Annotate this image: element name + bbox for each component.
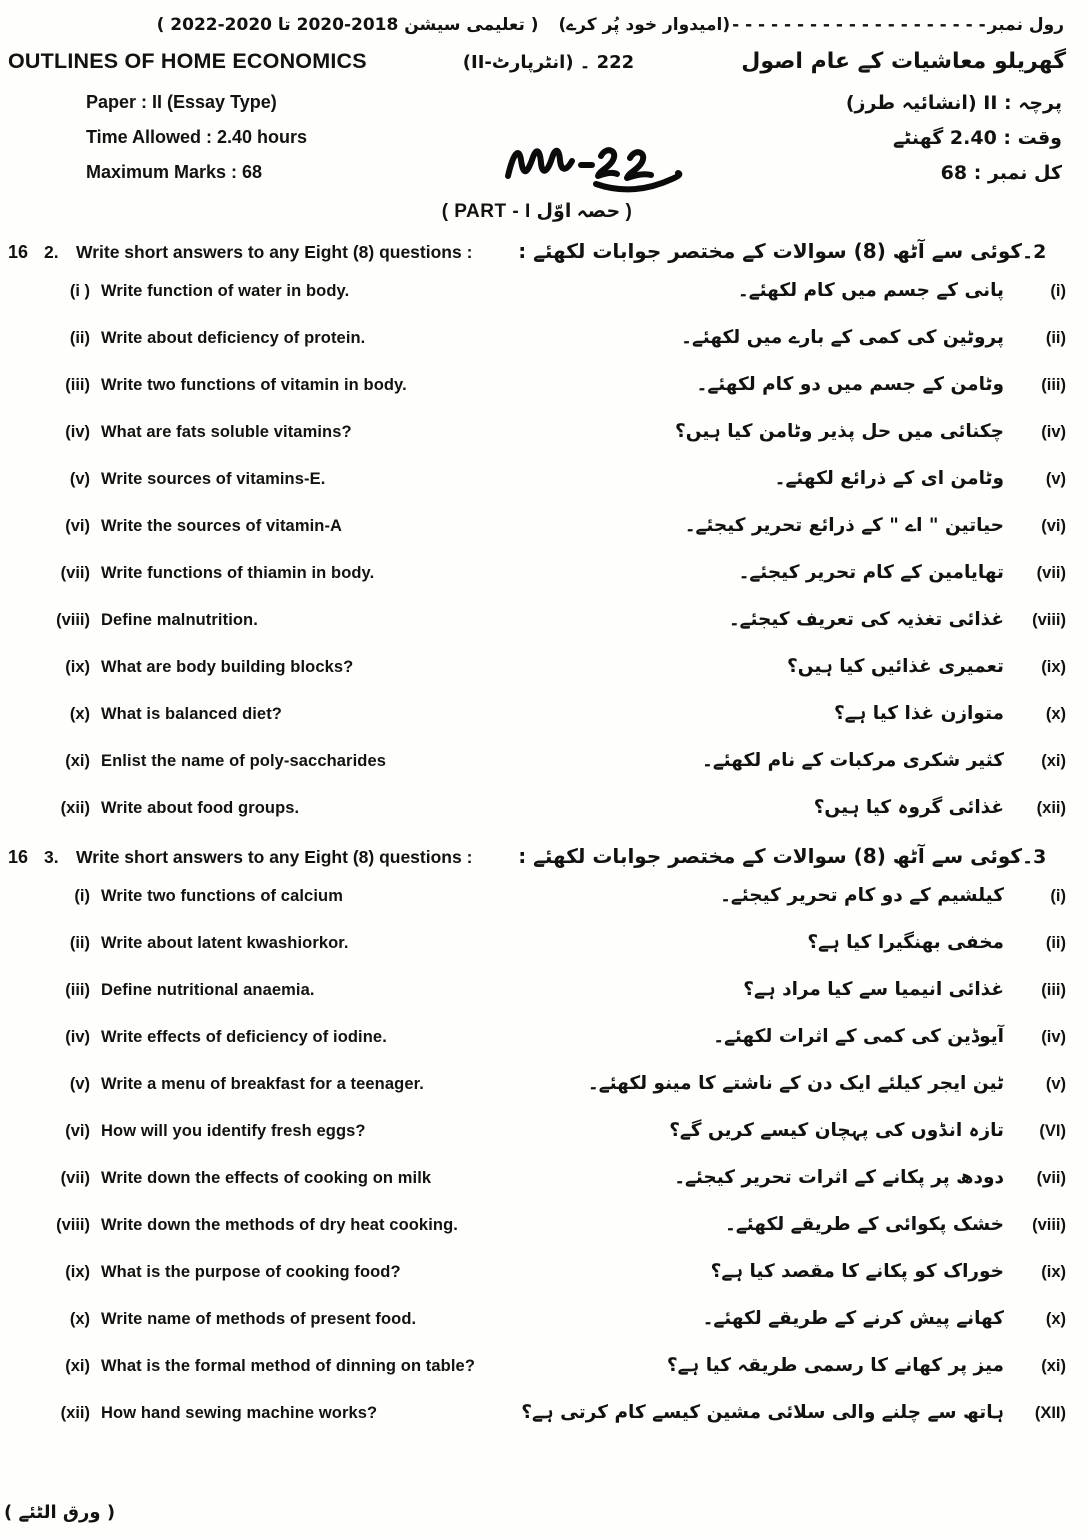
question-3-heading-english: Write short answers to any Eight (8) questions : <box>76 847 473 867</box>
question-item-row <box>8 703 1066 733</box>
item-number-urdu: (iv) <box>1041 423 1066 441</box>
question-item-english <box>8 1357 475 1376</box>
question-item-row <box>8 1026 1066 1056</box>
question-2-heading-english: Write short answers to any Eight (8) questions : <box>76 242 473 262</box>
question-item-urdu <box>731 562 1066 583</box>
item-number-urdu: (i) <box>1050 887 1066 905</box>
item-text-urdu: تعمیری غذائیں کیا ہیں؟ <box>787 656 1004 677</box>
item-number-english: (xii) <box>60 1404 90 1422</box>
item-text-urdu: ٹین ایجر کیلئے ایک دن کے ناشتے کا مینو لکھئے۔ <box>587 1073 1004 1094</box>
item-number-urdu: (iii) <box>1041 376 1066 394</box>
paper-header <box>8 49 1066 74</box>
question-2-heading-urdu: کوئی سے آٹھ (8) سوالات کے مختصر جوابات لکھئے : <box>518 239 1022 263</box>
item-text-urdu: تازہ انڈوں کی پہچان کیسے کریں گے؟ <box>669 1120 1004 1141</box>
item-number-urdu: (v) <box>1045 470 1066 488</box>
turn-page-note: ( ورق الٹئے ) <box>4 1502 116 1523</box>
item-number-english: (viii) <box>56 1216 90 1234</box>
roll-number-dashes: - - - - - - - - - - - - - - - - - - - - <box>732 15 986 35</box>
item-text-urdu: پروٹین کی کمی کے بارے میں لکھئے۔ <box>681 327 1004 348</box>
item-text-english: Write the sources of vitamin-A <box>101 517 343 535</box>
item-number-english: (vi) <box>65 517 90 535</box>
item-text-urdu: غذائی گروہ کیا ہیں؟ <box>813 797 1004 818</box>
item-number-english: (vii) <box>60 1169 90 1187</box>
question-3-marks: 16 <box>8 847 29 867</box>
item-number-urdu: (viii) <box>1032 1216 1066 1234</box>
item-text-urdu: کھانے پیش کرنے کے طریقے لکھئے۔ <box>702 1308 1004 1329</box>
question-3-number-english: 3. <box>44 847 59 867</box>
item-number-english: (viii) <box>56 611 90 629</box>
roll-number-line <box>8 14 1066 35</box>
item-text-urdu: خوراک کو پکانے کا مقصد کیا ہے؟ <box>710 1261 1004 1282</box>
item-text-urdu: کیلشیم کے دو کام تحریر کیجئے۔ <box>720 885 1004 906</box>
question-item-english <box>8 470 325 489</box>
question-item-english <box>8 887 343 906</box>
item-number-urdu: (xi) <box>1041 1357 1066 1375</box>
question-item-english <box>8 1122 366 1141</box>
question-item-row <box>8 1167 1066 1197</box>
item-text-english: How hand sewing machine works? <box>101 1404 378 1422</box>
item-text-english: Write function of water in body. <box>101 282 350 300</box>
question-section-2 <box>8 239 1066 827</box>
item-number-urdu: (v) <box>1045 1075 1066 1093</box>
question-item-urdu <box>659 1355 1066 1376</box>
question-item-urdu <box>779 656 1066 677</box>
item-text-english: What is the formal method of dinning on table? <box>101 1357 475 1375</box>
paper-title-urdu: گھریلو معاشیات کے عام اصول <box>741 49 1066 74</box>
item-number-english: (ii) <box>69 329 90 347</box>
item-number-english: (iii) <box>65 376 90 394</box>
item-text-english: Write about deficiency of protein. <box>101 329 366 347</box>
item-number-english: (iii) <box>65 981 90 999</box>
item-number-urdu: (ix) <box>1041 1263 1066 1281</box>
item-number-english: (ix) <box>65 658 90 676</box>
question-item-row <box>8 1355 1066 1385</box>
item-text-urdu: میز پر کھانے کا رسمی طریقہ کیا ہے؟ <box>666 1355 1004 1376</box>
item-number-english: (v) <box>69 1075 90 1093</box>
question-item-english <box>8 611 258 630</box>
item-text-english: Write about latent kwashiorkor. <box>101 934 349 952</box>
item-text-english: Write functions of thiamin in body. <box>101 564 375 582</box>
question-item-urdu <box>799 932 1066 953</box>
question-item-row <box>8 609 1066 639</box>
item-number-english: (xii) <box>60 799 90 817</box>
item-number-urdu: (iv) <box>1041 1028 1066 1046</box>
question-item-row <box>8 374 1066 404</box>
question-item-english <box>8 1404 377 1423</box>
question-item-row <box>8 1261 1066 1291</box>
item-text-urdu: حیاتین " اے " کے ذرائع تحریر کیجئے۔ <box>684 515 1004 536</box>
item-number-english: (iv) <box>65 1028 90 1046</box>
question-item-row <box>8 421 1066 451</box>
item-number-english: (x) <box>69 1310 90 1328</box>
item-text-urdu: خشک پکوائی کے طریقے لکھئے۔ <box>725 1214 1004 1235</box>
question-item-row <box>8 979 1066 1009</box>
item-number-urdu: (viii) <box>1032 611 1066 629</box>
question-item-urdu <box>673 327 1066 348</box>
time-allowed-english: Time Allowed : 2.40 hours <box>86 127 308 147</box>
item-text-english: Write two functions of calcium <box>101 887 343 905</box>
question-item-english <box>8 799 299 818</box>
question-item-urdu <box>667 421 1066 442</box>
item-number-english: (x) <box>69 705 90 723</box>
question-item-row <box>8 750 1066 780</box>
question-item-urdu <box>826 703 1066 724</box>
question-2-number-english: 2. <box>44 242 59 262</box>
item-text-urdu: ہاتھ سے چلنے والی سلائی مشین کیسے کام کرتی ہے؟ <box>521 1402 1004 1423</box>
maximum-marks-english: Maximum Marks : 68 <box>86 162 263 182</box>
question-item-urdu <box>580 1073 1066 1094</box>
item-text-urdu: آیوڈین کی کمی کے اثرات لکھئے۔ <box>713 1026 1004 1047</box>
item-text-english: Write about food groups. <box>101 799 300 817</box>
item-number-urdu: (x) <box>1045 1310 1066 1328</box>
item-text-urdu: وٹامن کے جسم میں دو کام لکھئے۔ <box>696 374 1004 395</box>
question-item-row <box>8 1308 1066 1338</box>
question-item-english <box>8 1169 431 1188</box>
item-number-english: (i ) <box>69 282 90 300</box>
item-number-urdu: (vi) <box>1041 517 1066 535</box>
item-text-english: What is balanced diet? <box>101 705 282 723</box>
question-2-number-urdu: 2۔ <box>1022 241 1047 263</box>
candidate-note: (امیدوار خود پُر کرے) <box>558 15 731 35</box>
item-text-english: Define nutritional anaemia. <box>101 981 315 999</box>
question-3-header <box>8 844 1066 868</box>
item-number-english: (i) <box>74 887 90 905</box>
maximum-marks-urdu: کل نمبر : 68 <box>940 162 1062 184</box>
item-number-urdu: (vii) <box>1036 1169 1066 1187</box>
question-2-marks: 16 <box>8 242 29 262</box>
paper-type-english: Paper : II (Essay Type) <box>86 92 277 112</box>
item-number-urdu: (vii) <box>1036 564 1066 582</box>
question-item-row <box>8 515 1066 545</box>
question-item-english <box>8 1028 387 1047</box>
item-number-urdu: (ix) <box>1041 658 1066 676</box>
item-number-urdu: (i) <box>1050 282 1066 300</box>
item-number-urdu: (VI) <box>1039 1122 1066 1140</box>
item-number-english: (xi) <box>65 752 90 770</box>
item-number-english: (ii) <box>69 934 90 952</box>
paper-type-urdu: پرچہ : II (انشائیہ طرز) <box>845 92 1062 114</box>
question-item-row <box>8 280 1066 310</box>
item-number-english: (xi) <box>65 1357 90 1375</box>
question-item-row <box>8 797 1066 827</box>
item-text-urdu: متوازن غذا کیا ہے؟ <box>833 703 1004 724</box>
item-text-urdu: دودھ پر پکانے کے اثرات تحریر کیجئے۔ <box>674 1167 1004 1188</box>
question-item-english <box>8 705 282 724</box>
question-item-english <box>8 423 352 442</box>
item-number-english: (iv) <box>65 423 90 441</box>
question-item-urdu <box>703 1261 1066 1282</box>
item-text-english: How will you identify fresh eggs? <box>101 1122 366 1140</box>
question-item-row <box>8 1073 1066 1103</box>
question-item-urdu <box>661 1120 1066 1141</box>
question-item-english <box>8 376 407 395</box>
item-number-urdu: (xi) <box>1041 752 1066 770</box>
item-text-english: Write sources of vitamins-E. <box>101 470 326 488</box>
question-3-heading-urdu: کوئی سے آٹھ (8) سوالات کے مختصر جوابات لکھئے : <box>518 844 1022 868</box>
paper-code: 222 ۔ (انٹرپارٹ-II) <box>462 52 635 73</box>
item-text-english: Write two functions of vitamin in body. <box>101 376 407 394</box>
roll-number-label: رول نمبر <box>987 15 1064 35</box>
item-text-english: Write effects of deficiency of iodine. <box>101 1028 387 1046</box>
question-3-items <box>8 885 1066 1432</box>
item-number-english: (v) <box>69 470 90 488</box>
item-number-english: (vii) <box>60 564 90 582</box>
question-item-urdu <box>705 1026 1066 1047</box>
question-item-english <box>8 752 386 771</box>
item-number-urdu: (XII) <box>1034 1404 1066 1422</box>
item-text-urdu: وٹامن ای کے ذرائع لکھئے۔ <box>774 468 1004 489</box>
item-number-english: (vi) <box>65 1122 90 1140</box>
question-item-urdu <box>721 609 1066 630</box>
question-item-urdu <box>695 1308 1066 1329</box>
session-note: ( تعلیمی سیشن 2018-2020 تا 2020-2022 ) <box>156 15 539 35</box>
item-text-english: What is the purpose of cooking food? <box>101 1263 401 1281</box>
question-item-urdu <box>717 1214 1066 1235</box>
paper-title-english: OUTLINES OF HOME ECONOMICS <box>8 49 367 73</box>
time-allowed-urdu: وقت : 2.40 گھنٹے <box>893 127 1062 149</box>
item-text-urdu: غذائی انیمیا سے کیا مراد ہے؟ <box>743 979 1004 1000</box>
question-item-row <box>8 327 1066 357</box>
item-text-english: Write name of methods of present food. <box>101 1310 417 1328</box>
item-text-english: Write down the effects of cooking on milk <box>101 1169 432 1187</box>
question-item-row <box>8 1120 1066 1150</box>
question-item-urdu <box>694 750 1066 771</box>
part-heading: ( PART - I حصہ اوّل ) <box>441 201 633 222</box>
item-text-urdu: چکنائی میں حل پذیر وٹامن کیا ہیں؟ <box>674 421 1004 442</box>
item-number-english: (ix) <box>65 1263 90 1281</box>
question-item-urdu <box>730 280 1066 301</box>
handwritten-lhr-22-mark <box>498 136 712 198</box>
question-item-urdu <box>513 1402 1066 1423</box>
question-item-english <box>8 1216 458 1235</box>
item-number-urdu: (ii) <box>1045 934 1066 952</box>
item-text-english: What are body building blocks? <box>101 658 354 676</box>
item-text-english: Write a menu of breakfast for a teenager. <box>101 1075 424 1093</box>
question-item-urdu <box>689 374 1066 395</box>
question-section-3 <box>8 844 1066 1432</box>
question-item-row <box>8 562 1066 592</box>
question-item-urdu <box>767 468 1066 489</box>
question-item-urdu <box>677 515 1066 536</box>
question-item-row <box>8 1402 1066 1432</box>
item-number-urdu: (x) <box>1045 705 1066 723</box>
question-item-urdu <box>735 979 1066 1000</box>
question-item-row <box>8 932 1066 962</box>
question-item-row <box>8 468 1066 498</box>
item-text-urdu: پانی کے جسم میں کام لکھئے۔ <box>737 280 1004 301</box>
item-text-urdu: تھایامین کے کام تحریر کیجئے۔ <box>738 562 1004 583</box>
question-item-english <box>8 1263 401 1282</box>
item-number-urdu: (ii) <box>1045 329 1066 347</box>
question-item-urdu <box>712 885 1066 906</box>
question-2-header <box>8 239 1066 263</box>
question-item-row <box>8 656 1066 686</box>
item-text-english: Enlist the name of poly-saccharides <box>101 752 386 770</box>
item-text-english: Define malnutrition. <box>101 611 258 629</box>
question-3-number-urdu: 3۔ <box>1022 846 1047 868</box>
handwriting-scribble-icon <box>498 136 712 198</box>
question-2-items <box>8 280 1066 827</box>
question-item-urdu <box>666 1167 1066 1188</box>
item-number-urdu: (iii) <box>1041 981 1066 999</box>
item-text-urdu: مخفی بھنگیرا کیا ہے؟ <box>807 932 1004 953</box>
question-item-english <box>8 1075 424 1094</box>
question-item-english <box>8 564 374 583</box>
item-text-english: Write down the methods of dry heat cooking. <box>101 1216 458 1234</box>
item-text-english: What are fats soluble vitamins? <box>101 423 352 441</box>
question-item-english <box>8 1310 416 1329</box>
question-item-english <box>8 934 349 953</box>
question-item-row <box>8 1214 1066 1244</box>
item-text-urdu: غذائی تغذیہ کی تعریف کیجئے۔ <box>728 609 1004 630</box>
question-item-row <box>8 885 1066 915</box>
question-item-english <box>8 981 315 1000</box>
question-item-english <box>8 658 353 677</box>
item-text-urdu: کثیر شکری مرکبات کے نام لکھئے۔ <box>702 750 1004 771</box>
question-item-urdu <box>806 797 1066 818</box>
question-item-english <box>8 329 365 348</box>
question-item-english <box>8 517 342 536</box>
item-number-urdu: (xii) <box>1036 799 1066 817</box>
question-item-english <box>8 282 349 301</box>
